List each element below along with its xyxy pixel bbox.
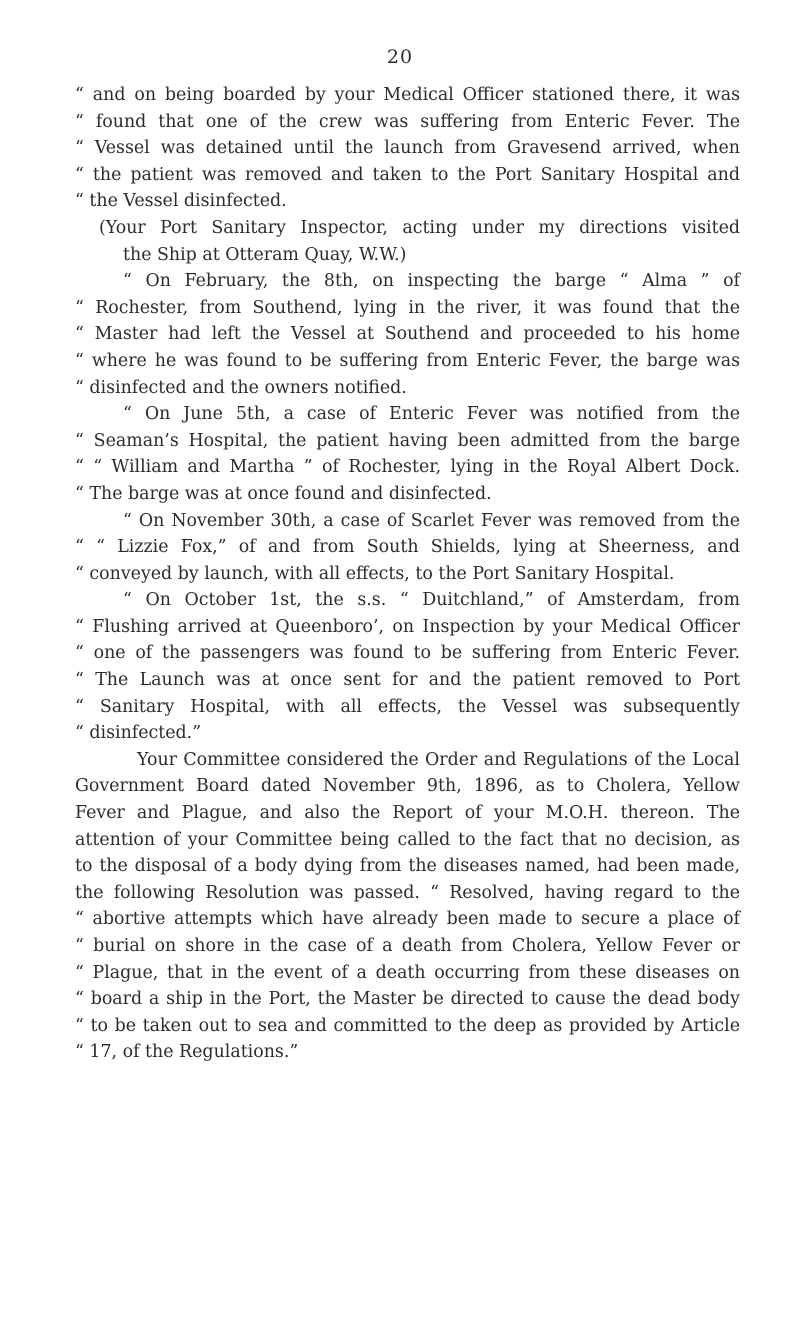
text-line: Government Board dated November 9th, 1896, as to Cholera, Yellow (75, 776, 740, 797)
text-line: “ The Launch was at once sent for and the patient removed to Port (75, 670, 740, 691)
text-line: “ board a ship in the Port, the Master be directed to cause the dead body (75, 989, 740, 1010)
page-number: 20 (386, 46, 414, 68)
text-line: the following Resolution was passed. “ Resolved, having regard to the (75, 882, 740, 903)
text-line: the Ship at Otteram Quay, W.W.) (123, 244, 407, 265)
text-line: “ Plague, that in the event of a death occurring from these diseases on (75, 962, 740, 983)
text-line: “ the Vessel disinfected. (75, 191, 287, 212)
text-line: “ 17, of the Regulations.” (75, 1042, 299, 1063)
text-line: “ On February, the 8th, on inspecting the barge “ Alma ” of (123, 271, 740, 292)
text-line: “ Rochester, from Southend, lying in the river, it was found that the (75, 297, 740, 318)
text-line: “ disinfected and the owners notified. (75, 377, 407, 398)
text-line: “ one of the passengers was found to be suffering from Enteric Fever. (75, 643, 740, 664)
text-line: “ conveyed by launch, with all effects, to the Port Sanitary Hospital. (75, 563, 675, 584)
text-line: (Your Port Sanitary Inspector, acting under my directions visited (99, 217, 740, 238)
text-line: to the disposal of a body dying from the diseases named, had been made, (75, 856, 740, 877)
text-line: “ On October 1st, the s.s. “ Duitchland,” of Amsterdam, from (123, 590, 740, 611)
text-line: “ disinfected.” (75, 723, 202, 744)
text-line: “ Master had left the Vessel at Southend and proceeded to his home (75, 324, 740, 345)
text-line: “ Flushing arrived at Queenboro’, on Inspection by your Medical Officer (75, 616, 740, 637)
text-line: “ “ Lizzie Fox,” of and from South Shields, lying at Sheerness, and (75, 537, 740, 558)
text-line: “ “ William and Martha ” of Rochester, lying in the Royal Albert Dock. (75, 457, 740, 478)
text-line: “ Vessel was detained until the launch from Gravesend arrived, when (75, 138, 740, 159)
text-line: “ Sanitary Hospital, with all effects, the Vessel was subsequently (75, 696, 740, 717)
text-line: “ Seaman’s Hospital, the patient having been admitted from the barge (75, 430, 740, 451)
text-line: “ abortive attempts which have already been made to secure a place of (75, 909, 740, 930)
text-line: “ the patient was removed and taken to the Port Sanitary Hospital and (75, 164, 740, 185)
text-line: attention of your Committee being called to the fact that no decision, as (75, 829, 740, 850)
text-line: “ and on being boarded by your Medical Officer stationed there, it was (75, 85, 740, 105)
text-line: “ On June 5th, a case of Enteric Fever was notified from the (123, 404, 740, 425)
text-line: “ On November 30th, a case of Scarlet Fever was removed from the (123, 510, 740, 531)
text-line: “ burial on shore in the case of a death from Cholera, Yellow Fever or (75, 936, 740, 956)
text-line: “ The barge was at once found and disinfected. (75, 483, 492, 504)
text-line: “ found that one of the crew was suffering from Enteric Fever. The (75, 111, 740, 132)
text-line: “ where he was found to be suffering from Enteric Fever, the barge was (75, 350, 740, 371)
text-line: Fever and Plague, and also the Report of your M.O.H. thereon. The (75, 803, 740, 824)
text-line: Your Committee considered the Order and Regulations of the Local (137, 749, 740, 770)
document-body (75, 82, 740, 1066)
text-line: “ to be taken out to sea and committed to the deep as provided by Article (75, 1015, 740, 1036)
